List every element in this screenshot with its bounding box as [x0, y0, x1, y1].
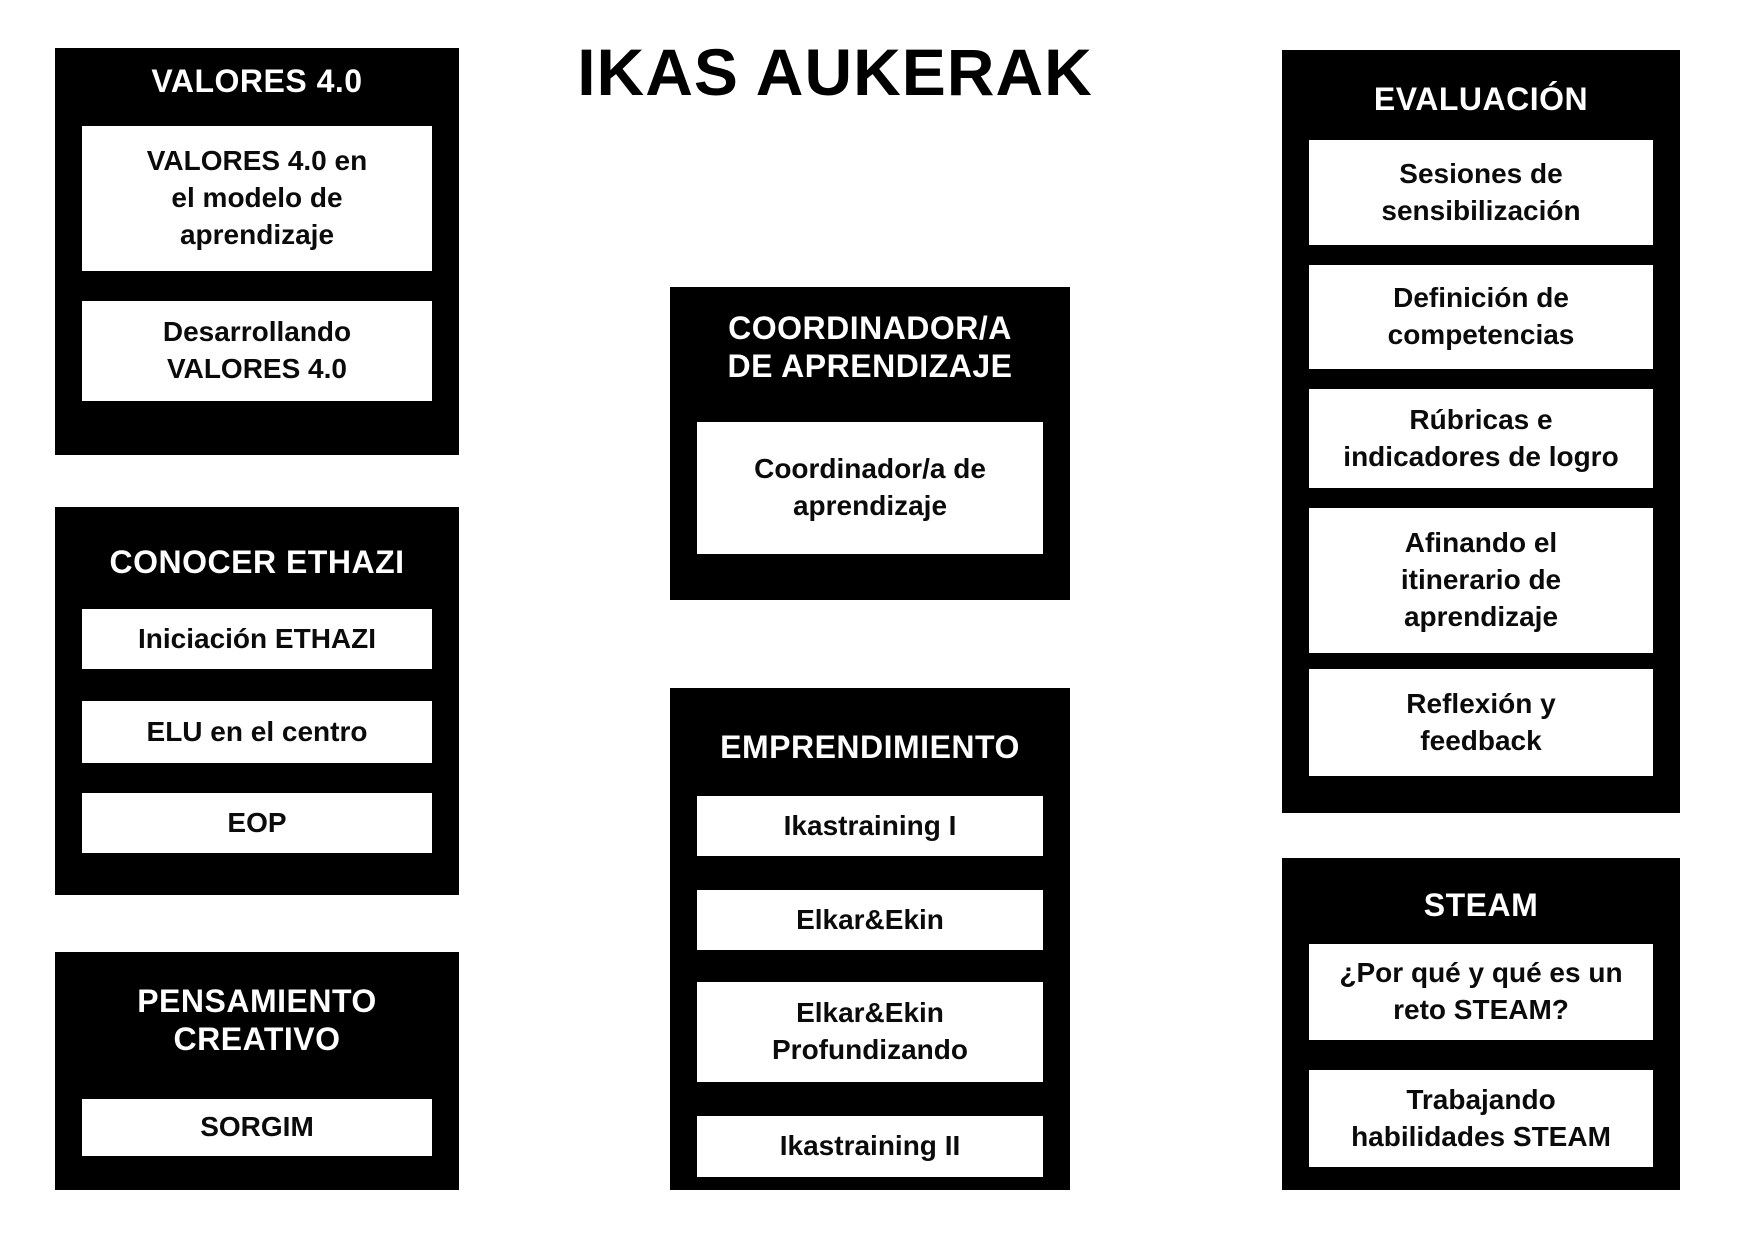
panel-coordinador-aprendizaje	[670, 287, 1070, 600]
panel-title-pensamiento-creativo: PENSAMIENTO CREATIVO	[137, 983, 377, 1058]
item-coordinador-aprendizaje[interactable]	[697, 422, 1043, 554]
panel-evaluacion	[1282, 50, 1680, 813]
item-rubricas-indicadores[interactable]	[1309, 389, 1653, 488]
item-label: Afinando el itinerario de aprendizaje	[1400, 527, 1562, 633]
item-elkar-ekin[interactable]	[697, 890, 1043, 950]
panel-conocer-ethazi	[55, 507, 459, 895]
item-label: VALORES 4.0 en el modelo de aprendizaje	[146, 145, 368, 251]
item-ikastraining-1[interactable]	[697, 796, 1043, 856]
panel-title-coordinador: COORDINADOR/A DE APRENDIZAJE	[727, 310, 1013, 385]
item-reflexion-feedback[interactable]	[1309, 669, 1653, 776]
item-label: Desarrollando VALORES 4.0	[162, 316, 352, 385]
panel-title-emprendimiento: EMPRENDIMIENTO	[720, 729, 1020, 765]
item-ikastraining-2[interactable]	[697, 1116, 1043, 1177]
panel-title-steam: STEAM	[1423, 887, 1539, 923]
item-definicion-competencias[interactable]	[1309, 265, 1653, 369]
panel-title-evaluacion: EVALUACIÓN	[1373, 81, 1589, 117]
panel-title-conocer-ethazi: CONOCER ETHAZI	[109, 544, 405, 580]
item-label: Rúbricas e indicadores de logro	[1343, 403, 1619, 472]
item-elu-en-el-centro[interactable]	[82, 701, 432, 763]
panel-pensamiento-creativo	[55, 952, 459, 1190]
item-trabajando-habilidades-steam[interactable]	[1309, 1070, 1653, 1167]
item-desarrollando-valores[interactable]	[82, 301, 432, 401]
item-label: Definición de competencias	[1387, 282, 1575, 351]
item-label: EOP	[227, 806, 287, 838]
item-label: ELU en el centro	[146, 715, 368, 747]
item-sesiones-sensibilizacion[interactable]	[1309, 140, 1653, 245]
panel-emprendimiento	[670, 688, 1070, 1190]
item-que-es-reto-steam[interactable]	[1309, 944, 1653, 1040]
item-sorgim[interactable]	[82, 1099, 432, 1156]
item-label: Iniciación ETHAZI	[137, 622, 377, 654]
item-eop[interactable]	[82, 793, 432, 853]
item-label: Sesiones de sensibilización	[1381, 157, 1581, 226]
item-label: Elkar&Ekin	[796, 903, 944, 935]
panel-steam	[1282, 858, 1680, 1190]
item-label: ¿Por qué y qué es un reto STEAM?	[1339, 957, 1623, 1026]
item-label: Coordinador/a de aprendizaje	[754, 452, 986, 521]
item-label: Elkar&Ekin Profundizando	[772, 997, 968, 1066]
item-label: Trabajando habilidades STEAM	[1351, 1083, 1611, 1152]
panel-valores-4-0	[55, 48, 459, 455]
panel-title-valores-4-0: VALORES 4.0	[151, 63, 363, 99]
item-label: SORGIM	[200, 1110, 314, 1142]
item-label: Ikastraining I	[783, 809, 957, 841]
item-elkar-ekin-profundizando[interactable]	[697, 982, 1043, 1082]
item-label: Ikastraining II	[779, 1130, 961, 1162]
item-valores-modelo-aprendizaje[interactable]	[82, 126, 432, 271]
item-afinando-itinerario[interactable]	[1309, 508, 1653, 653]
page-title: IKAS AUKERAK	[577, 35, 1093, 109]
item-iniciacion-ethazi[interactable]	[82, 609, 432, 669]
item-label: Reflexión y feedback	[1406, 687, 1556, 756]
